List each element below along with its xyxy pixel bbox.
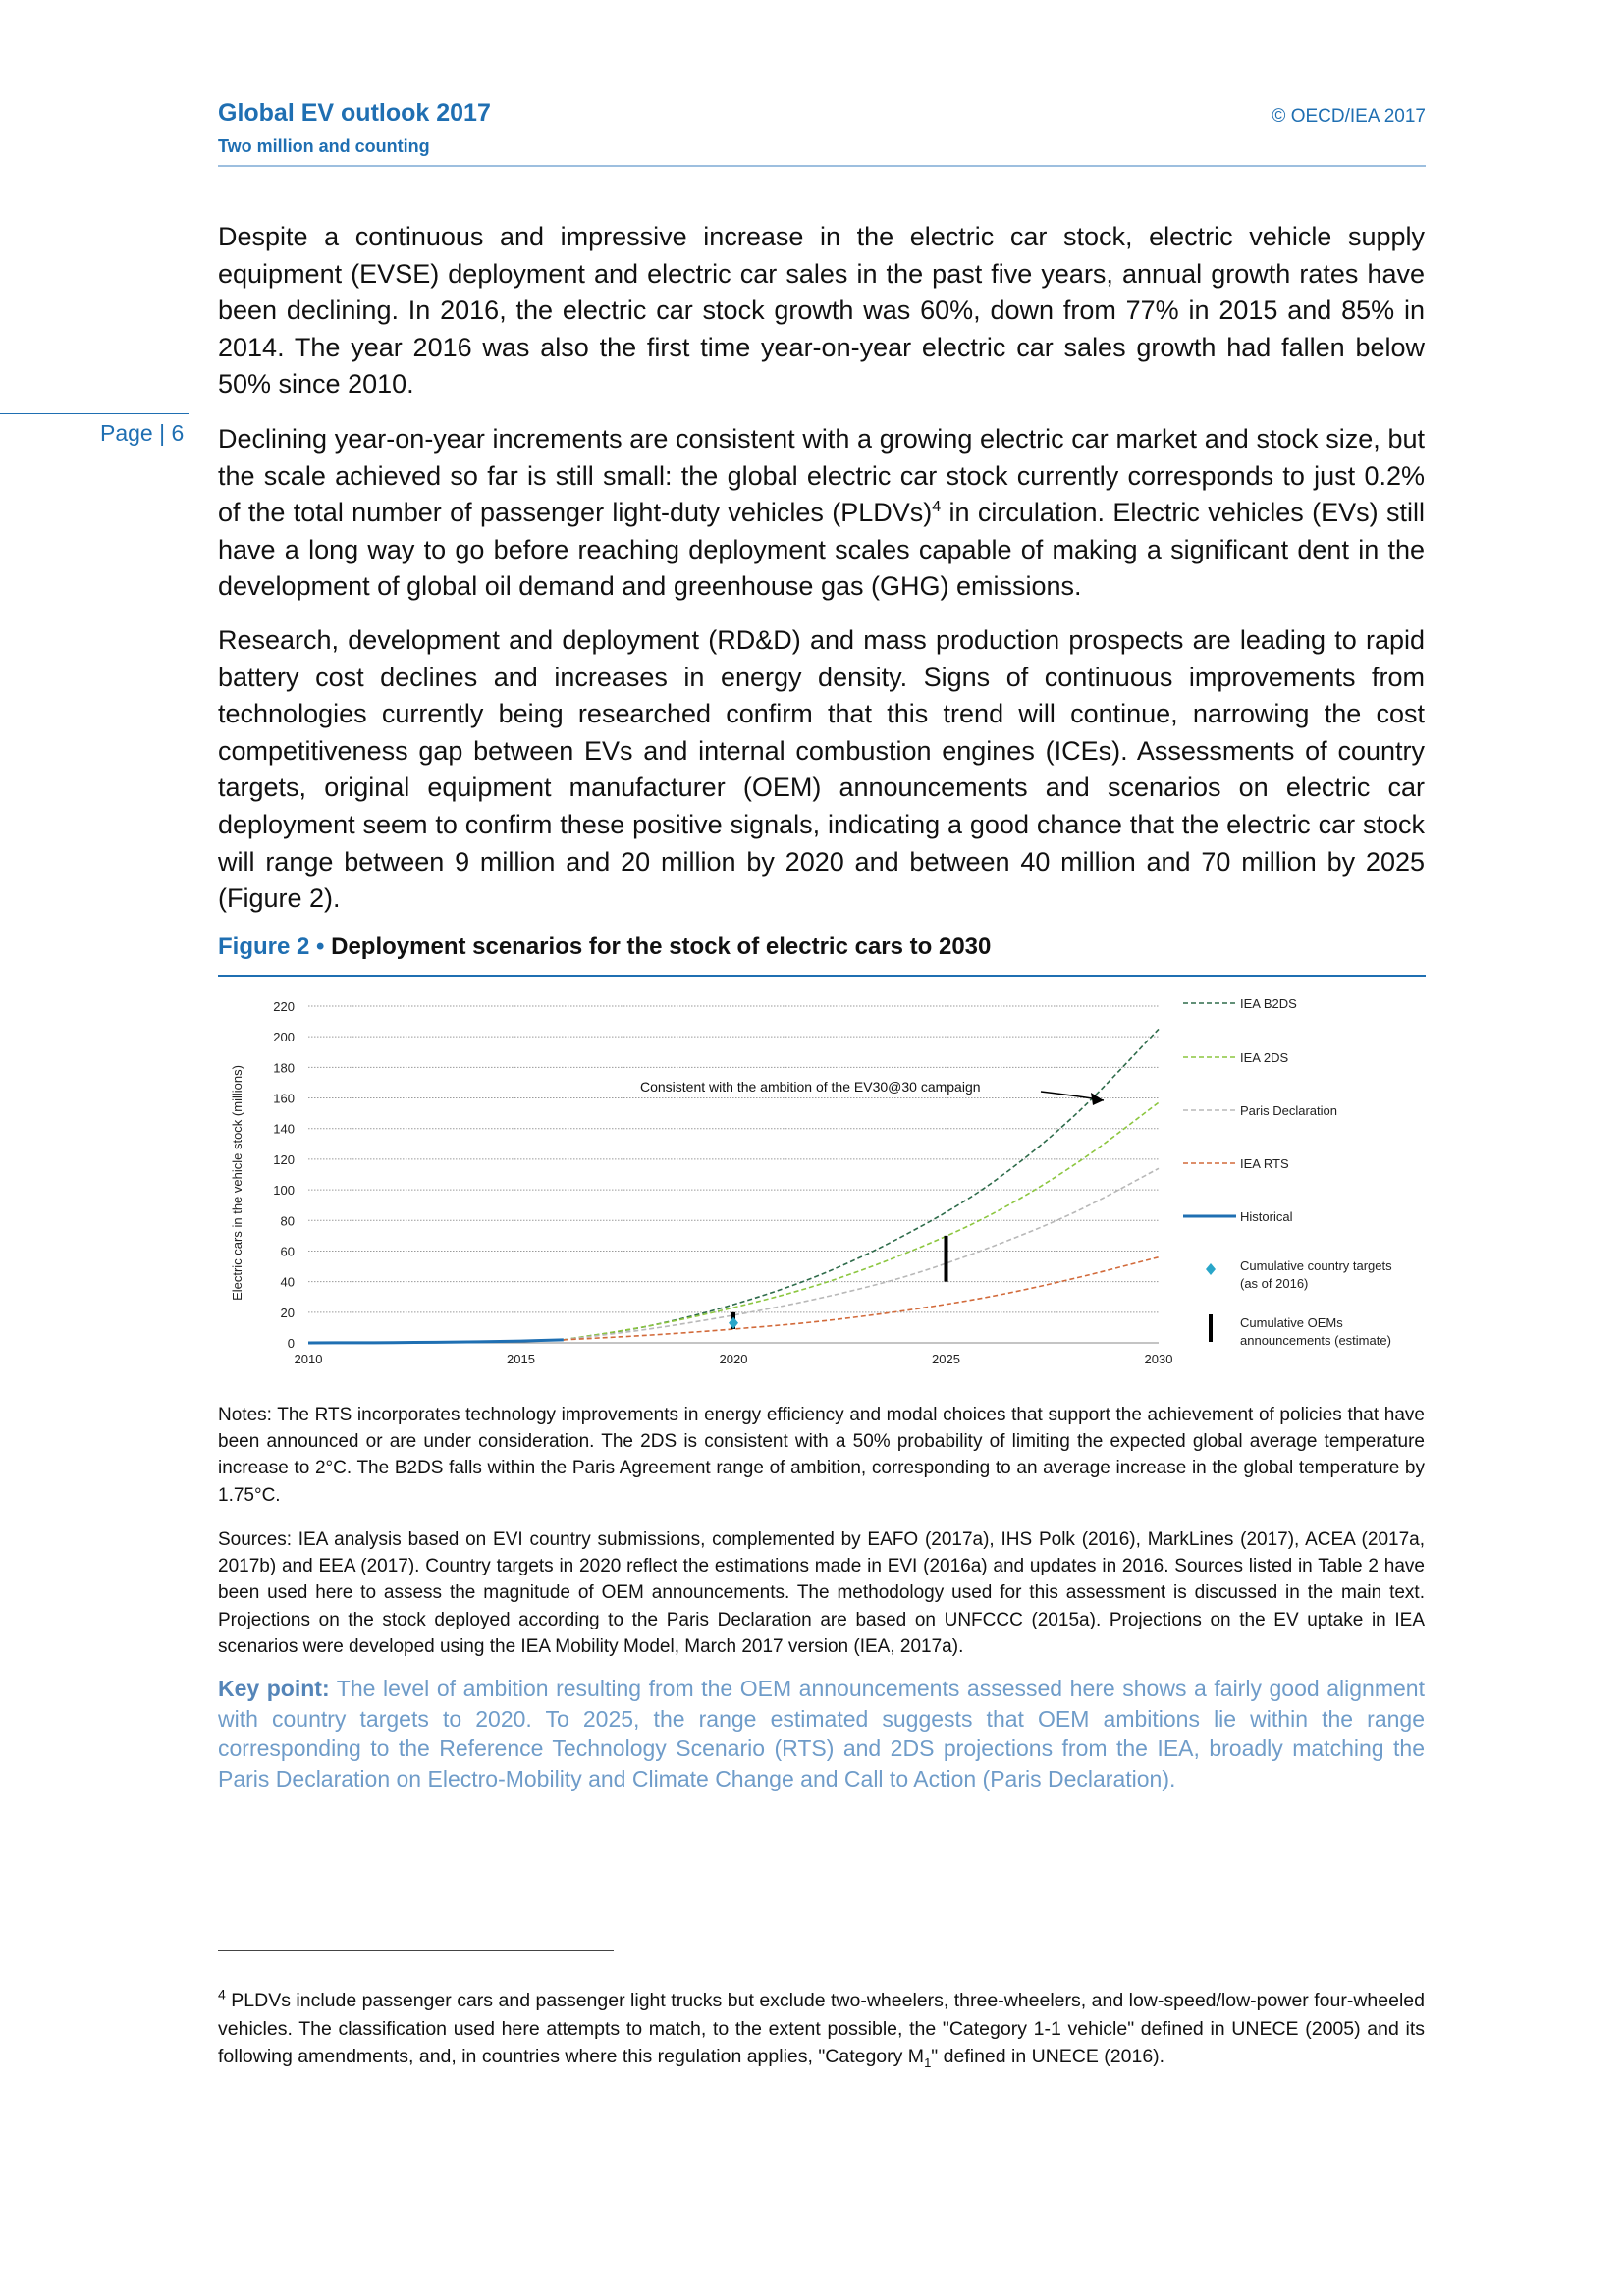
deployment-scenarios-chart — [218, 987, 1426, 1389]
footnote-ref-4[interactable]: 4 — [932, 499, 942, 516]
y-tick-160: 160 — [273, 1091, 295, 1106]
x-tick-2020: 2020 — [719, 1352, 748, 1366]
paragraph-3: Research, development and deployment (RD&D) and mass production prospects are leading to rapid battery cost declines and increases in energy density. Signs of continuous improvements from technologies currently being researched confirm that this trend will continue, narrowing the cost competitiveness gap between EVs and internal combustion engines (ICEs). Assessments of country targets, original equipment manufacturer (OEM) announcements and scenarios on electric car deployment seem to confirm these positive signals, indicating a good chance that the electric car stock will range between 9 million and 20 million by 2020 and between 40 million and 70 million by 2025 (Figure 2). — [218, 625, 1425, 914]
legend-label-oem: Cumulative OEMs — [1240, 1315, 1343, 1330]
footnote-4 — [218, 1987, 1425, 2077]
chart-gridlines — [308, 1006, 1159, 1312]
paragraph-2 — [218, 421, 1425, 606]
country-target-marker-2020 — [729, 1317, 738, 1329]
legend-label-historical: Historical — [1240, 1209, 1293, 1224]
y-tick-40: 40 — [280, 1274, 295, 1290]
copyright-notice: © OECD/IEA 2017 — [1272, 106, 1426, 127]
key-point-label: Key point: — [218, 1676, 330, 1701]
header-divider — [218, 165, 1426, 167]
chart-axes — [273, 999, 1172, 1366]
figure-rule — [218, 975, 1426, 977]
y-tick-100: 100 — [273, 1183, 295, 1199]
y-tick-200: 200 — [273, 1030, 295, 1045]
legend-label2-targets: (as of 2016) — [1240, 1276, 1309, 1291]
report-subtitle: Two million and counting — [218, 136, 430, 156]
chart-legend — [1183, 996, 1392, 1348]
y-tick-20: 20 — [280, 1305, 295, 1320]
x-tick-2030: 2030 — [1144, 1352, 1173, 1366]
key-point-text: The level of ambition resulting from the OEM announcements assessed here shows a fairly good alignment with country targets to 2020. To 2025, the range estimated suggests that OEM ambitions lie within the range corresponding to the Reference Technology Scenario (RTS) and 2DS projections from the IEA, broadly matching the Paris Declaration on Electro-Mobility and Climate Change and Call to Action (Paris Declaration). — [218, 1676, 1425, 1791]
y-tick-220: 220 — [273, 999, 295, 1014]
figure-caption — [218, 934, 991, 961]
figure-title: Deployment scenarios for the stock of electric cars to 2030 — [331, 934, 992, 960]
y-tick-180: 180 — [273, 1060, 295, 1076]
key-point — [218, 1674, 1425, 1793]
y-tick-60: 60 — [280, 1244, 295, 1259]
series-paris-declaration — [564, 1168, 1159, 1340]
x-tick-2025: 2025 — [932, 1352, 960, 1366]
figure-sources: Sources: IEA analysis based on EVI country submissions, complemented by EAFO (2017a), IHS Polk (2016), MarkLines (2017), ACEA (2017a, 2017b) and EEA (2017). Country targets in 2020 reflect the estimations made in EVI (2016a) and updates in 2016. Sources listed in Table 2 have been used here to assess the magnitude of OEM announcements. The methodology used for this assessment is discussed in the main text. Projections on the stock deployed according to the Paris Declaration are based on UNFCCC (2015a). Projections on the EV uptake in IEA scenarios were developed using the IEA Mobility Model, March 2017 version (IEA, 2017a). — [218, 1529, 1425, 1657]
report-title: Global EV outlook 2017 — [218, 99, 491, 127]
legend-label-2ds: IEA 2DS — [1240, 1050, 1289, 1065]
paragraph-1: Despite a continuous and impressive increase in the electric car stock, electric vehicle supply equipment (EVSE) deployment and electric car sales in the past five years, annual growth rates have been declining. In 2016, the electric car stock growth was 60%, down from 77% in 2015 and 85% in 2014. The year 2016 was also the first time year-on-year electric car sales growth had fallen below 50% since 2010. — [218, 222, 1425, 400]
legend-label-rts: IEA RTS — [1240, 1156, 1289, 1171]
footnote-subscript: 1 — [924, 2055, 932, 2070]
x-tick-2010: 2010 — [294, 1352, 323, 1366]
paragraph-2-part-a: Declining year-on-year increments are consistent with a growing electric car market and stock size, but the scale achieved so far is still small: the global electric car stock currently corresponds to just 0.2% of the total number of passenger light-duty vehicles (PLDVs) — [218, 424, 1425, 528]
footnote-divider — [218, 1950, 614, 1951]
chart-series — [308, 1029, 1159, 1343]
legend-label2-oem: announcements (estimate) — [1240, 1333, 1391, 1348]
footnote-text-b: " defined in UNECE (2016). — [931, 2046, 1165, 2067]
paragraph-2-part-b: in circulation. Electric vehicles (EVs) still have a long way to go before reaching deployment scales capable of making a significant dent in the development of global oil demand and greenhouse gas (GHG) emissions. — [218, 498, 1425, 602]
footnote-text-a: PLDVs include passenger cars and passenger light trucks but exclude two-wheelers, three-wheelers, and low-speed/low-power four-wheeled vehicles. The classification used here attempts to match, to the extent possible, the "Category 1-1 vehicle" defined in UNECE (2005) and its following amendments, and, in countries where this regulation applies, "Category M — [218, 1990, 1425, 2067]
y-tick-140: 140 — [273, 1121, 295, 1137]
y-tick-0: 0 — [287, 1336, 295, 1351]
y-axis-label: Electric cars in the vehicle stock (millions) — [230, 1065, 244, 1301]
ev30-annotation: Consistent with the ambition of the EV30@30 campaign — [640, 1079, 981, 1095]
legend-label-paris: Paris Declaration — [1240, 1103, 1337, 1118]
page-number-rule — [0, 413, 189, 414]
legend-label-targets: Cumulative country targets — [1240, 1258, 1392, 1273]
legend-swatch-targets — [1206, 1263, 1216, 1275]
figure-notes: Notes: The RTS incorporates technology improvements in energy efficiency and modal choices that support the achievement of policies that have been announced or are under consideration. The 2DS is consistent with a 50% probability of limiting the expected global average temperature increase to 2°C. The B2DS falls within the Paris Agreement range of ambition, corresponding to an average increase in the global temperature by 1.75°C. — [218, 1405, 1425, 1506]
figure-bullet: • — [309, 934, 332, 960]
series-iea-2ds — [564, 1102, 1159, 1340]
series-iea-b2ds — [564, 1029, 1159, 1340]
page-number: Page | 6 — [100, 420, 185, 446]
figure-label: Figure 2 — [218, 934, 310, 960]
legend-label-b2ds: IEA B2DS — [1240, 996, 1297, 1011]
y-tick-120: 120 — [273, 1151, 295, 1167]
y-tick-80: 80 — [280, 1213, 295, 1229]
chart-annotation — [640, 1079, 1104, 1105]
footnote-marker: 4 — [218, 1986, 226, 2002]
x-tick-2015: 2015 — [507, 1352, 535, 1366]
